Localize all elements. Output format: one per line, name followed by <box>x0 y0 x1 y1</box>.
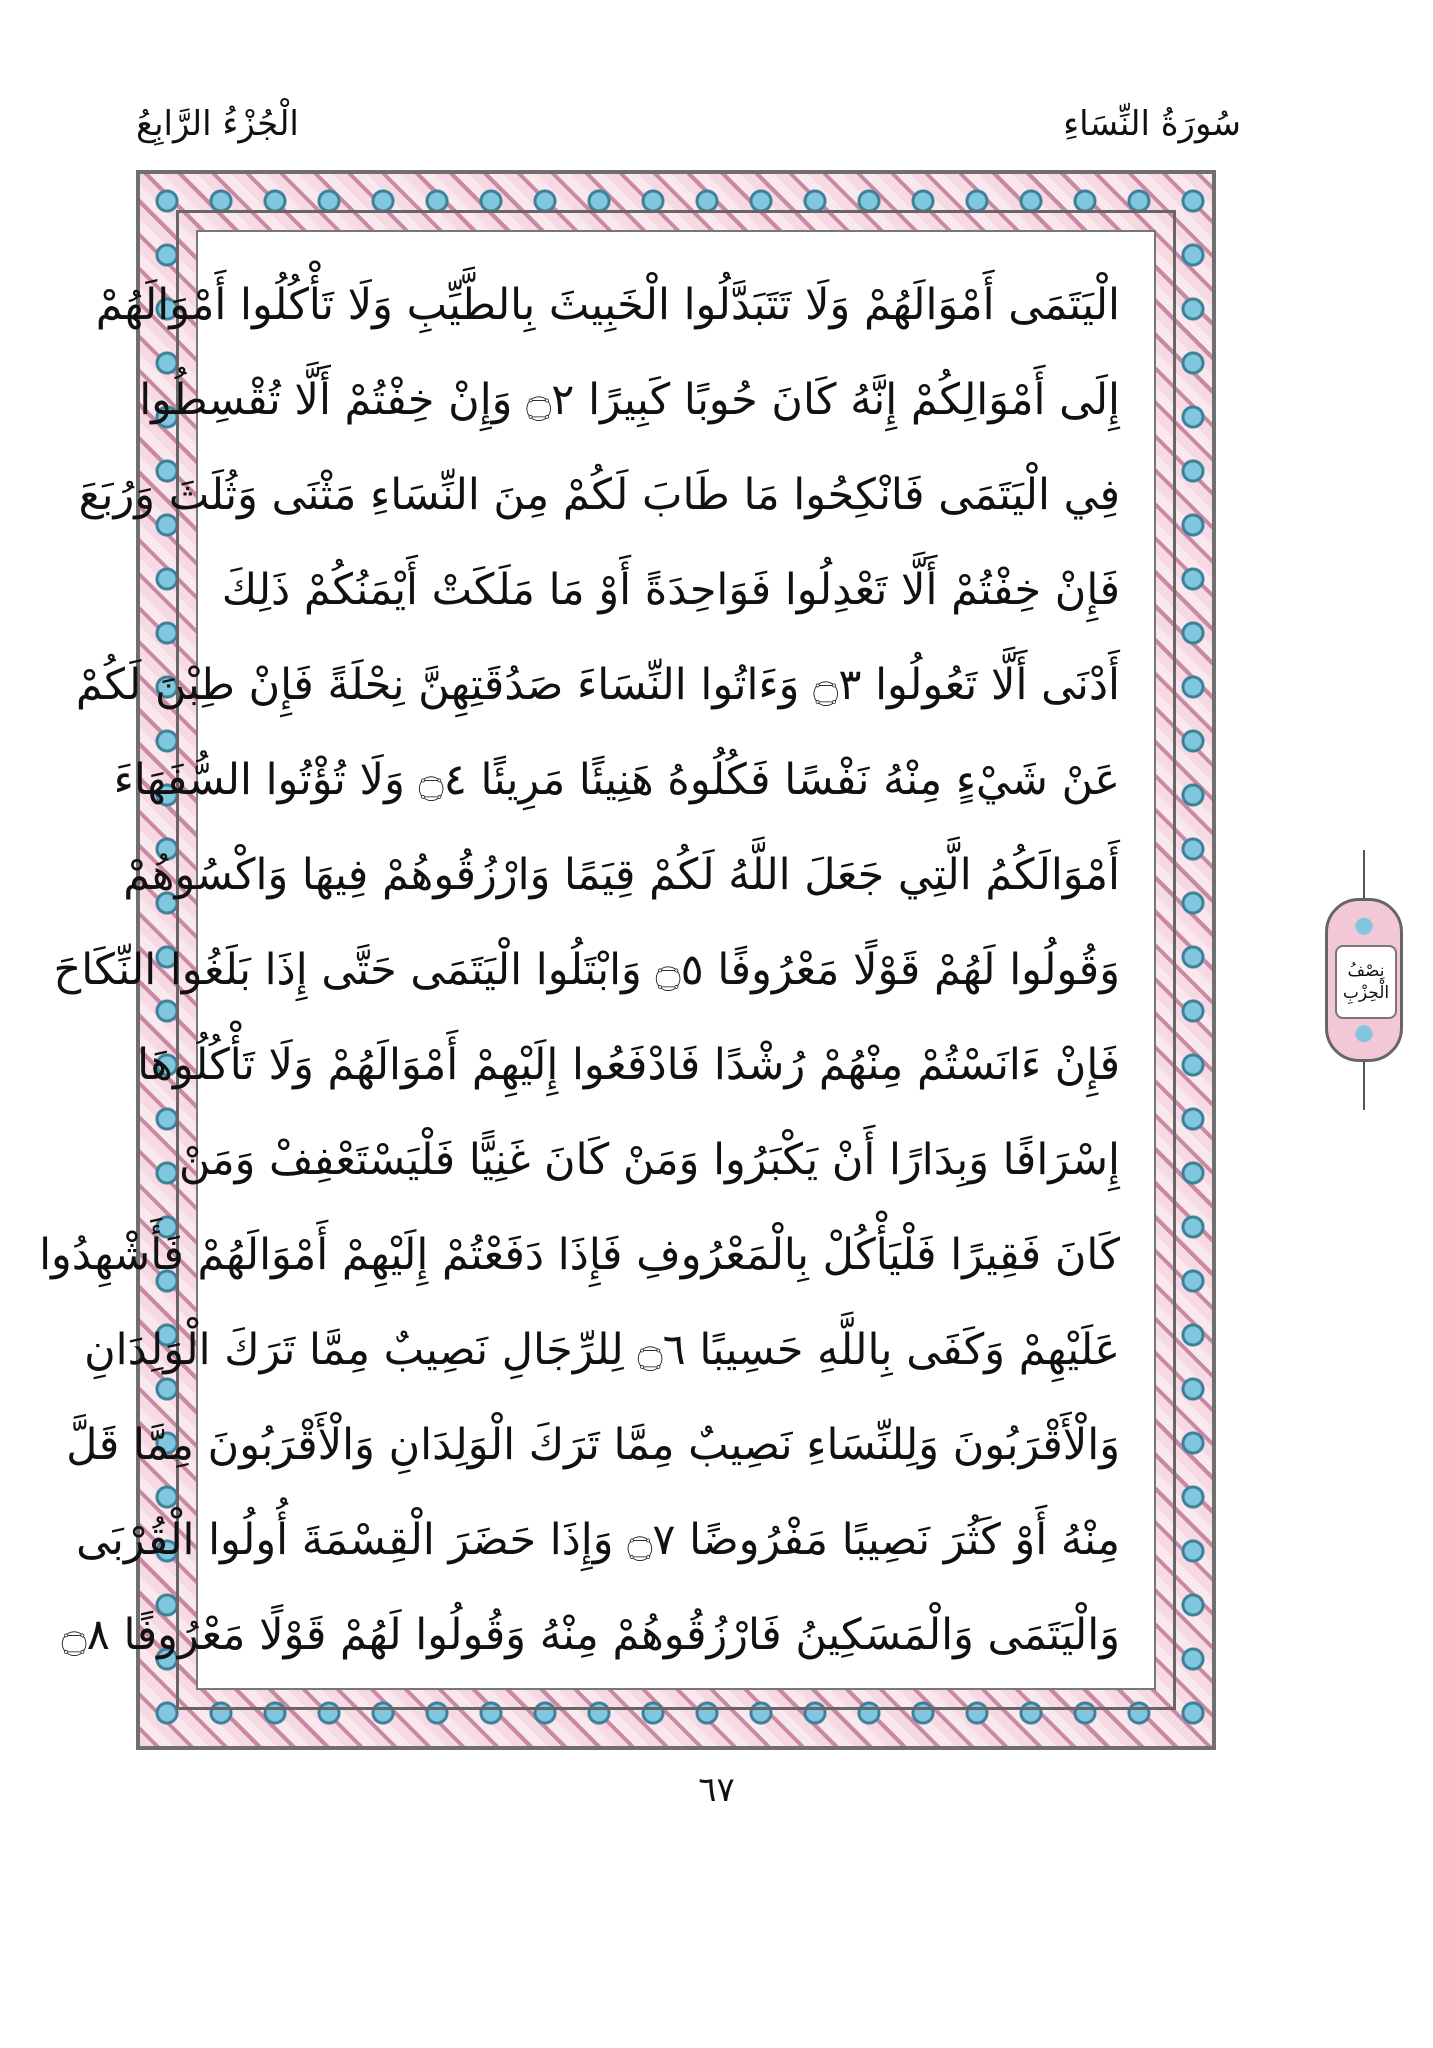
verse-line-15: وَالْيَتَمَى وَالْمَسَكِينُ فَارْزُقُوهُمْ مِنْهُ وَقُولُوا لَهُمْ قَوْلًا مَعْرُوفًا ۝٨ <box>61 1610 1120 1660</box>
juz-name: الْجُزْءُ الرَّابِعُ <box>136 104 299 144</box>
verse-line-4: فَإِنْ خِفْتُمْ أَلَّا تَعْدِلُوا فَوَاحِدَةً أَوْ مَا مَلَكَتْ أَيْمَنُكُمْ ذَلِكَ <box>221 565 1120 615</box>
verse-line-1: الْيَتَمَى أَمْوَالَهُمْ وَلَا تَتَبَدَّلُوا الْخَبِيثَ بِالطَّيِّبِ وَلَا تَأْكُلُوا أَمْوَالَهُمْ <box>95 280 1120 330</box>
verse-line-9: فَإِنْ ءَانَسْتُمْ مِنْهُمْ رُشْدًا فَادْفَعُوا إِلَيْهِمْ أَمْوَالَهُمْ وَلَا تَأْكُلُوهَا <box>137 1040 1120 1090</box>
marker-top-stem <box>1363 850 1365 898</box>
verse-line-2: إِلَى أَمْوَالِكُمْ إِنَّهُ كَانَ حُوبًا كَبِيرًا ۝٢ وَإِنْ خِفْتُمْ أَلَّا تُقْسِطُوا <box>139 375 1120 425</box>
verse-line-11: كَانَ فَقِيرًا فَلْيَأْكُلْ بِالْمَعْرُوفِ فَإِذَا دَفَعْتُمْ إِلَيْهِمْ أَمْوَالَهُمْ فَأَشْهِدُوا <box>39 1230 1120 1280</box>
verse-line-14: مِنْهُ أَوْ كَثُرَ نَصِيبًا مَفْرُوضًا ۝٧ وَإِذَا حَضَرَ الْقِسْمَةَ أُولُوا الْقُرْبَى <box>76 1515 1120 1565</box>
verse-line-8: وَقُولُوا لَهُمْ قَوْلًا مَعْرُوفًا ۝٥ وَابْتَلُوا الْيَتَمَى حَتَّى إِذَا بَلَغُوا النِّكَاحَ <box>53 945 1120 995</box>
half-hizb-label: نِصْفُ الْحِزْبِ <box>1335 945 1397 1019</box>
surah-name: سُورَةُ النِّسَاءِ <box>1063 104 1241 144</box>
verse-line-5: أَدْنَى أَلَّا تَعُولُوا ۝٣ وَءَاتُوا النِّسَاءَ صَدُقَتِهِنَّ نِحْلَةً فَإِنْ طِبْنَ لَكُمْ <box>75 660 1120 710</box>
half-hizb-marker <box>1325 850 1403 1110</box>
verse-line-12: عَلَيْهِمْ وَكَفَى بِاللَّهِ حَسِيبًا ۝٦ لِلرِّجَالِ نَصِيبٌ مِمَّا تَرَكَ الْوَلِدَانِ <box>84 1325 1120 1375</box>
verse-line-13: وَالْأَقْرَبُونَ وَلِلنِّسَاءِ نَصِيبٌ مِمَّا تَرَكَ الْوَلِدَانِ وَالْأَقْرَبُونَ مِمَّا قَلَّ <box>66 1420 1120 1470</box>
verse-line-7: أَمْوَالَكُمُ الَّتِي جَعَلَ اللَّهُ لَكُمْ قِيَمًا وَارْزُقُوهُمْ فِيهَا وَاكْسُوهُمْ <box>123 850 1120 900</box>
marker-bottom-stem <box>1363 1062 1365 1110</box>
page-number: ٦٧ <box>698 1770 735 1810</box>
ornamental-frame <box>39 170 1216 1750</box>
quran-text-panel <box>39 230 1156 1690</box>
verse-line-6: عَنْ شَيْءٍ مِنْهُ نَفْسًا فَكُلُوهُ هَنِيئًا مَرِيئًا ۝٤ وَلَا تُؤْتُوا السُّفَهَاءَ <box>113 755 1120 805</box>
verse-line-3: فِي الْيَتَمَى فَانْكِحُوا مَا طَابَ لَكُمْ مِنَ النِّسَاءِ مَثْنَى وَثُلَثَ وَرُبَعَ <box>78 470 1120 520</box>
verse-line-10: إِسْرَافًا وَبِدَارًا أَنْ يَكْبَرُوا وَمَنْ كَانَ غَنِيًّا فَلْيَسْتَعْفِفْ وَمَنْ <box>178 1135 1120 1185</box>
